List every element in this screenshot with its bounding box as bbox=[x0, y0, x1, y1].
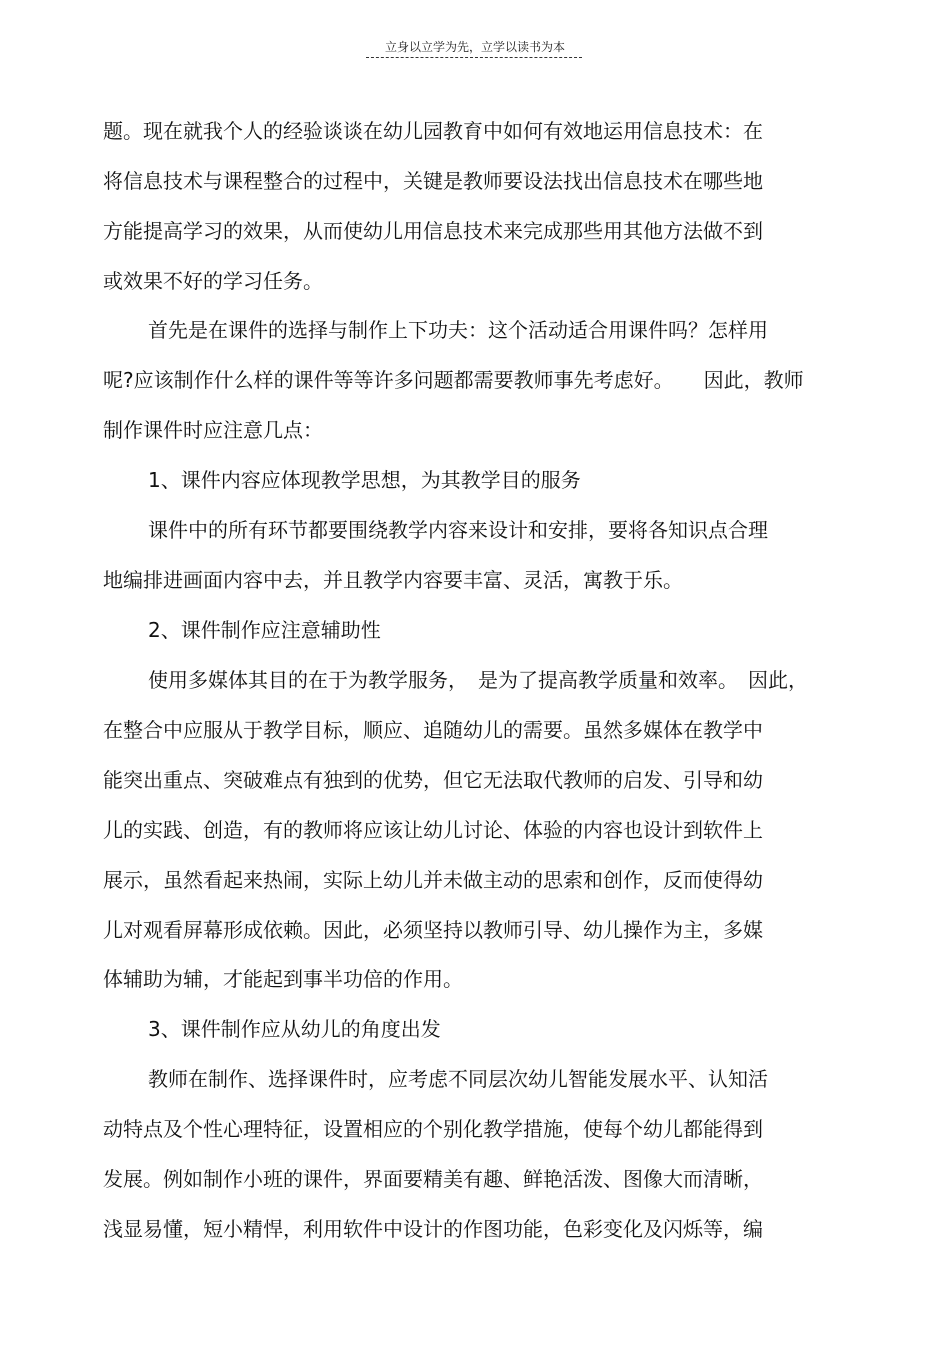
section-heading: 1、课件内容应体现教学思想，为其教学目的服务 bbox=[148, 468, 581, 492]
header-divider bbox=[366, 57, 582, 58]
text-line: 使用多媒体其目的在于为教学服务， 是为了提高教学质量和效率。 因此， bbox=[148, 668, 808, 692]
text-line: 儿的实践、创造，有的教师将应该让幼儿讨论、体验的内容也设计到软件上 bbox=[103, 818, 763, 842]
text-line: 体辅助为辅，才能起到事半功倍的作用。 bbox=[103, 967, 463, 991]
page-header-motto: 立身以立学为先，立学以读书为本 bbox=[384, 40, 565, 54]
text-line: 儿对观看屏幕形成依赖。因此，必须坚持以教师引导、幼儿操作为主，多媒 bbox=[103, 918, 763, 942]
text-line: 展示，虽然看起来热闹，实际上幼儿并未做主动的思索和创作，反而使得幼 bbox=[103, 868, 763, 892]
text-line: 制作课件时应注意几点： bbox=[103, 418, 323, 442]
text-line: 方能提高学习的效果，从而使幼儿用信息技术来完成那些用其他方法做不到 bbox=[103, 219, 763, 243]
text-line: 能突出重点、突破难点有独到的优势，但它无法取代教师的启发、引导和幼 bbox=[103, 768, 763, 792]
text-line: 将信息技术与课程整合的过程中，关键是教师要设法找出信息技术在哪些地 bbox=[103, 169, 763, 193]
text-line: 题。现在就我个人的经验谈谈在幼儿园教育中如何有效地运用信息技术：在 bbox=[103, 119, 763, 143]
text-line: 浅显易懂，短小精悍，利用软件中设计的作图功能，色彩变化及闪烁等，编 bbox=[103, 1217, 763, 1241]
text-line: 首先是在课件的选择与制作上下功夫：这个活动适合用课件吗？怎样用 bbox=[148, 318, 768, 342]
text-line: 课件中的所有环节都要围绕教学内容来设计和安排，要将各知识点合理 bbox=[148, 518, 768, 542]
text-line: 或效果不好的学习任务。 bbox=[103, 269, 323, 293]
text-line: 动特点及个性心理特征，设置相应的个别化教学措施，使每个幼儿都能得到 bbox=[103, 1117, 763, 1141]
text-line: 在整合中应服从于教学目标，顺应、追随幼儿的需要。虽然多媒体在教学中 bbox=[103, 718, 763, 742]
text-line: 地编排进画面内容中去，并且教学内容要丰富、灵活，寓教于乐。 bbox=[103, 568, 683, 592]
text-line: 呢?应该制作什么样的课件等等许多问题都需要教师事先考虑好。 因此，教师 bbox=[103, 368, 804, 392]
section-heading: 2、课件制作应注意辅助性 bbox=[148, 618, 381, 642]
text-line: 发展。例如制作小班的课件，界面要精美有趣、鲜艳活泼、图像大而清晰， bbox=[103, 1167, 763, 1191]
text-line: 教师在制作、选择课件时，应考虑不同层次幼儿智能发展水平、认知活 bbox=[148, 1067, 768, 1091]
section-heading: 3、课件制作应从幼儿的角度出发 bbox=[148, 1017, 441, 1041]
